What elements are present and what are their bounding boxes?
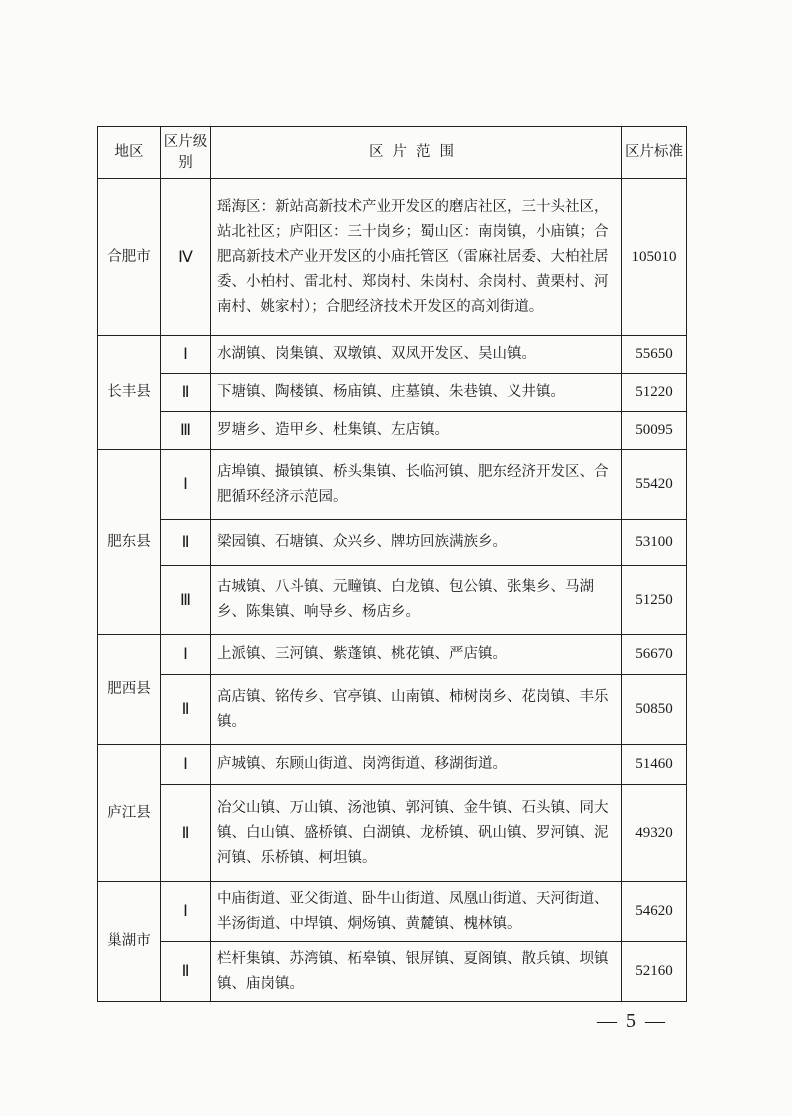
table-row <box>98 412 687 450</box>
level-cell: Ⅲ <box>161 566 211 635</box>
scope-cell: 中庙街道、亚父街道、卧牛山街道、凤凰山街道、天河街道、半汤街道、中垾镇、烔炀镇、黄麓镇、槐林镇。 <box>211 882 622 942</box>
table-row <box>98 942 687 1002</box>
level-cell: Ⅳ <box>161 179 211 336</box>
standard-cell: 55420 <box>622 450 687 520</box>
standard-cell: 53100 <box>622 520 687 566</box>
table-row <box>98 179 687 336</box>
standard-cell: 50095 <box>622 412 687 450</box>
standard-cell: 51250 <box>622 566 687 635</box>
table-row <box>98 675 687 745</box>
scope-cell: 冶父山镇、万山镇、汤池镇、郭河镇、金牛镇、石头镇、同大镇、白山镇、盛桥镇、白湖镇、龙桥镇、矾山镇、罗河镇、泥河镇、乐桥镇、柯坦镇。 <box>211 785 622 882</box>
level-cell: Ⅰ <box>161 745 211 785</box>
table-row <box>98 374 687 412</box>
level-cell: Ⅰ <box>161 450 211 520</box>
standard-cell: 51220 <box>622 374 687 412</box>
level-cell: Ⅱ <box>161 675 211 745</box>
table-row <box>98 336 687 374</box>
header-region: 地区 <box>98 127 161 179</box>
header-scope: 区片范围 <box>211 127 622 179</box>
level-cell: Ⅱ <box>161 520 211 566</box>
standard-cell: 54620 <box>622 882 687 942</box>
level-cell: Ⅱ <box>161 785 211 882</box>
page-number: — 5 — <box>597 1010 667 1032</box>
level-cell: Ⅰ <box>161 882 211 942</box>
scope-cell: 下塘镇、陶楼镇、杨庙镇、庄墓镇、朱巷镇、义井镇。 <box>211 374 622 412</box>
scope-cell: 梁园镇、石塘镇、众兴乡、牌坊回族满族乡。 <box>211 520 622 566</box>
standard-cell: 50850 <box>622 675 687 745</box>
standard-cell: 49320 <box>622 785 687 882</box>
scope-cell: 瑶海区：新站高新技术产业开发区的磨店社区，三十头社区，站北社区；庐阳区：三十岗乡；蜀山区：南岗镇，小庙镇；合肥高新技术产业开发区的小庙托管区（雷麻社居委、大柏社居委、小柏村、雷北村、郑岗村、朱岗村、余岗村、黄栗村、河南村、姚家村）；合肥经济技术开发区的高刘街道。 <box>211 179 622 336</box>
header-level: 区片级别 <box>161 127 211 179</box>
scope-cell: 水湖镇、岗集镇、双墩镇、双凤开发区、吴山镇。 <box>211 336 622 374</box>
level-cell: Ⅱ <box>161 374 211 412</box>
table-row <box>98 566 687 635</box>
standard-cell: 55650 <box>622 336 687 374</box>
scope-cell: 古城镇、八斗镇、元疃镇、白龙镇、包公镇、张集乡、马湖乡、陈集镇、响导乡、杨店乡。 <box>211 566 622 635</box>
table-row <box>98 635 687 675</box>
table-header-row <box>98 127 687 179</box>
region-cell: 长丰县 <box>98 336 161 450</box>
standard-cell: 105010 <box>622 179 687 336</box>
table-row <box>98 450 687 520</box>
level-cell: Ⅱ <box>161 942 211 1002</box>
table-row <box>98 745 687 785</box>
table-row <box>98 882 687 942</box>
scope-cell: 高店镇、铭传乡、官亭镇、山南镇、柿树岗乡、花岗镇、丰乐镇。 <box>211 675 622 745</box>
region-cell: 庐江县 <box>98 745 161 882</box>
scope-cell: 庐城镇、东顾山街道、岗湾街道、移湖街道。 <box>211 745 622 785</box>
header-standard: 区片标准 <box>622 127 687 179</box>
table-row <box>98 785 687 882</box>
level-cell: Ⅰ <box>161 336 211 374</box>
standard-cell: 51460 <box>622 745 687 785</box>
region-cell: 肥东县 <box>98 450 161 635</box>
region-cell: 合肥市 <box>98 179 161 336</box>
level-cell: Ⅰ <box>161 635 211 675</box>
scope-cell: 栏杆集镇、苏湾镇、柘皋镇、银屏镇、夏阁镇、散兵镇、坝镇镇、庙岗镇。 <box>211 942 622 1002</box>
region-cell: 巢湖市 <box>98 882 161 1002</box>
standard-cell: 56670 <box>622 635 687 675</box>
scope-cell: 罗塘乡、造甲乡、杜集镇、左店镇。 <box>211 412 622 450</box>
table-row <box>98 520 687 566</box>
scope-cell: 上派镇、三河镇、紫蓬镇、桃花镇、严店镇。 <box>211 635 622 675</box>
scope-cell: 店埠镇、撮镇镇、桥头集镇、长临河镇、肥东经济开发区、合肥循环经济示范园。 <box>211 450 622 520</box>
land-price-table <box>97 126 687 1002</box>
region-cell: 肥西县 <box>98 635 161 745</box>
level-cell: Ⅲ <box>161 412 211 450</box>
standard-cell: 52160 <box>622 942 687 1002</box>
